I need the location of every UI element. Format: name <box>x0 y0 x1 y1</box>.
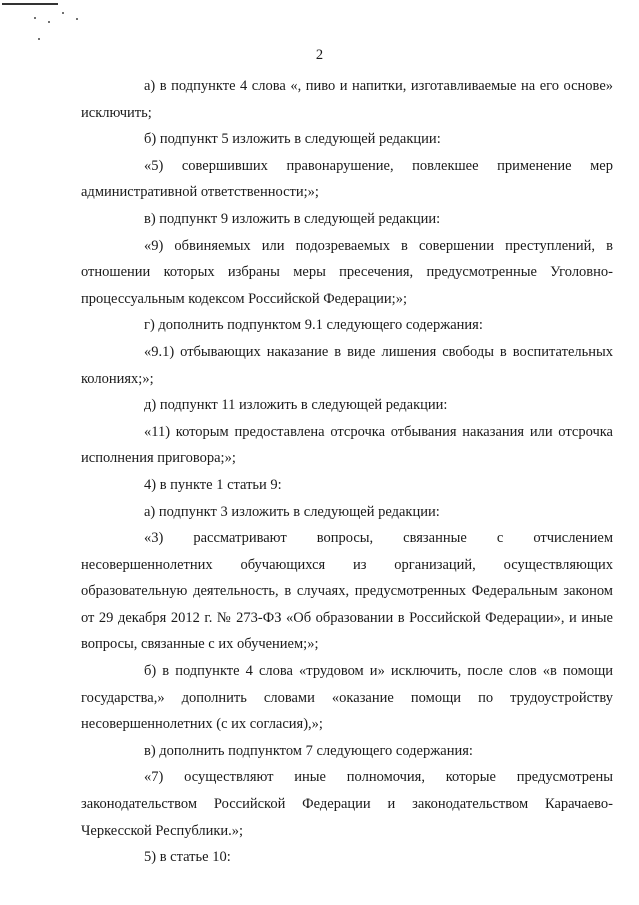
paragraph: б) в подпункте 4 слова «трудовом и» исключить, после слов «в помощи государства,» дополнить словами «оказание помощи по трудоустройству несовершеннолетних (с их согласия),»; <box>81 663 613 733</box>
scan-artifact-line <box>2 3 58 5</box>
scan-artifact-dot <box>76 18 78 20</box>
paragraph: «9) обвиняемых или подозреваемых в совершении преступлений, в отношении которых избраны меры пресечения, предусмотренные Уголовно-процессуальным кодексом Российской Федерации;»; <box>81 237 613 307</box>
paragraph: а) подпункт 3 изложить в следующей редакции: <box>144 503 440 520</box>
paragraph: б) подпункт 5 изложить в следующей редакции: <box>144 131 441 148</box>
paragraph: «5) совершивших правонарушение, повлекшее применение мер административной ответственности;»; <box>81 157 613 201</box>
paragraph: д) подпункт 11 изложить в следующей редакции: <box>144 397 448 414</box>
paragraph: «7) осуществляют иные полномочия, которые предусмотрены законодательством Российской Федерации и законодательством Карачаево-Черкесской Республики.»; <box>81 769 613 839</box>
paragraph: «9.1) отбывающих наказание в виде лишения свободы в воспитательных колониях;»; <box>81 343 613 387</box>
document-body <box>81 73 613 871</box>
page-number: 2 <box>315 47 324 63</box>
scan-artifact-dot <box>48 21 50 23</box>
scan-artifact-dot <box>34 17 36 19</box>
paragraph: «3) рассматривают вопросы, связанные с отчислением несовершеннолетних обучающихся из организаций, осуществляющих образовательную деятельность, в случаях, предусмотренных Федеральным законом от 29 декабря 2012 г. № 273-ФЗ «Об образовании в Российской Федерации», и иные вопросы, связанные с их обучением;»; <box>81 530 613 653</box>
paragraph: г) дополнить подпунктом 9.1 следующего содержания: <box>144 317 483 334</box>
paragraph: «11) которым предоставлена отсрочка отбывания наказания или отсрочка исполнения приговора;»; <box>81 423 613 467</box>
scan-artifact-dot <box>38 38 40 40</box>
paragraph: в) подпункт 9 изложить в следующей редакции: <box>144 210 441 227</box>
paragraph: в) дополнить подпунктом 7 следующего содержания: <box>144 742 473 759</box>
scan-artifact-marks <box>0 0 120 50</box>
paragraph: 4) в пункте 1 статьи 9: <box>144 476 282 493</box>
scan-artifact-dot <box>62 12 64 14</box>
paragraph: 5) в статье 10: <box>144 849 231 866</box>
paragraph: а) в подпункте 4 слова «, пиво и напитки, изготавливаемые на его основе» исключить; <box>81 78 613 121</box>
